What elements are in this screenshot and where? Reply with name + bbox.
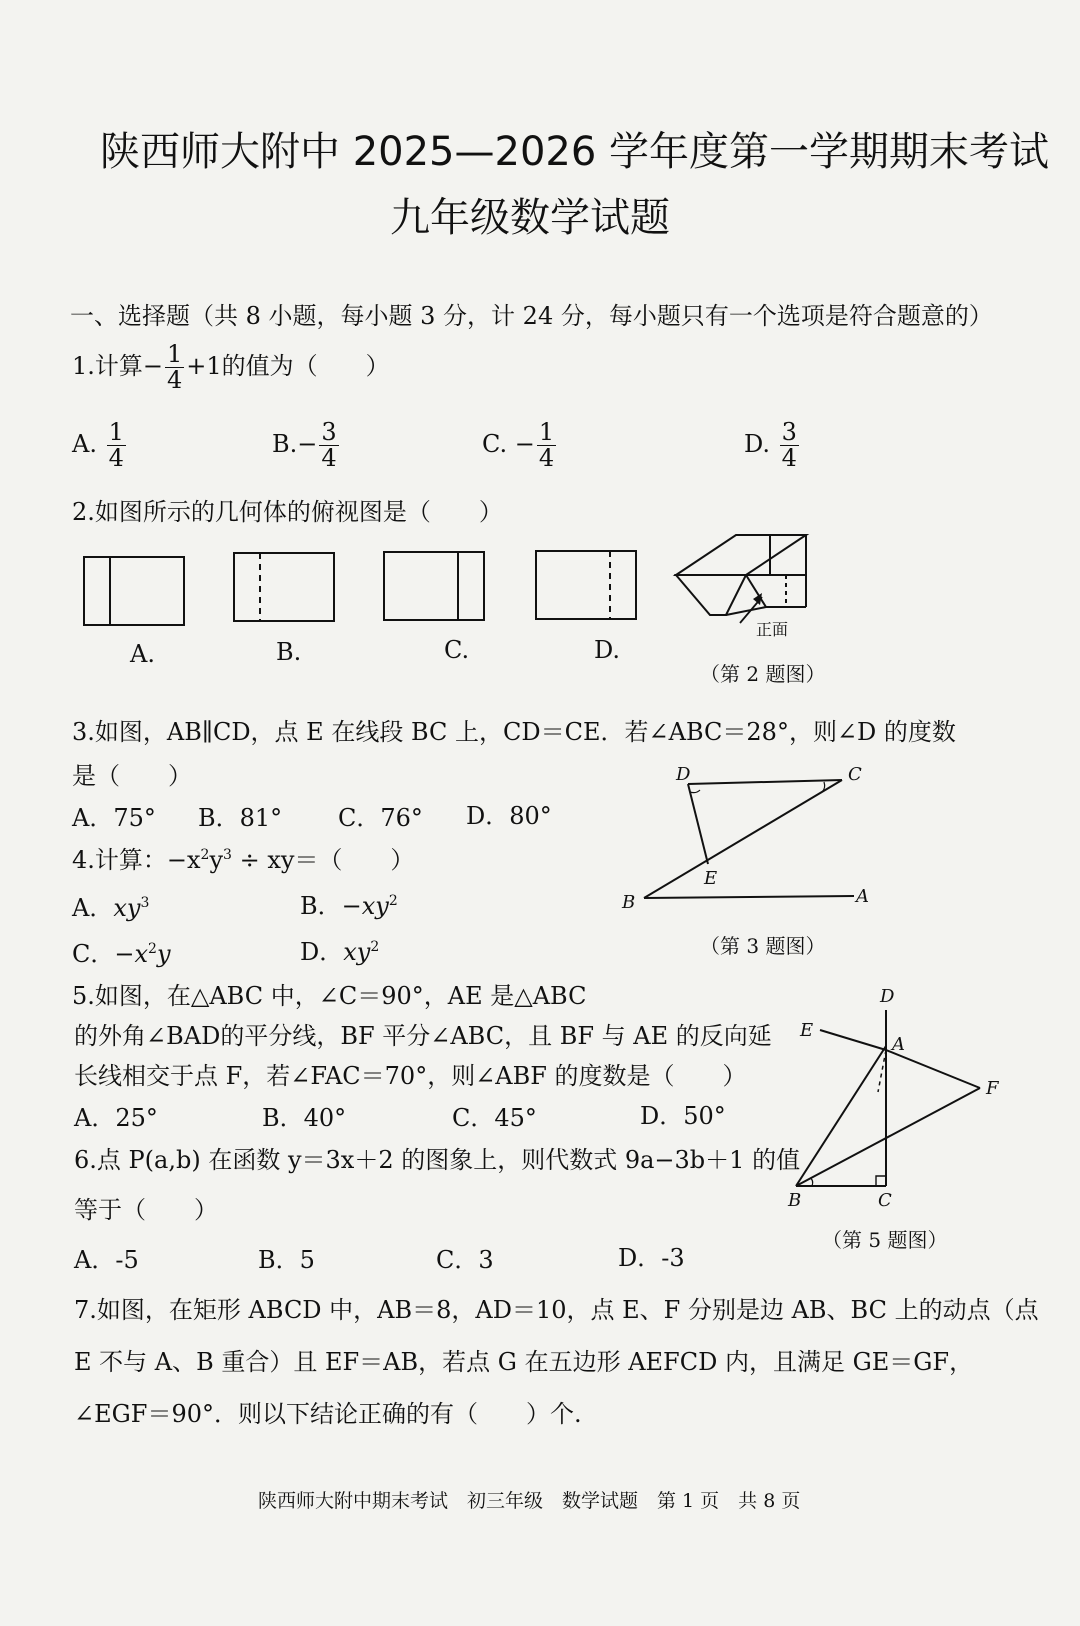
question-6-option-d: D．-3 [618,1244,685,1272]
question-2-caption: （第 2 题图） [700,662,826,686]
segment-bc [644,780,842,898]
option-a-rectangle [84,557,184,625]
point-c-label: C [848,764,862,785]
question-5-line3: 长线相交于点 F，若∠FAC＝70°，则∠ABF 的度数是（ ） [74,1062,747,1090]
question-5-option-d: D．50° [640,1102,726,1130]
question-7-line3: ∠EGF＝90°．则以下结论正确的有（ ）个. [74,1400,582,1428]
question-3-caption: （第 3 题图） [700,934,826,958]
prism-solid [676,535,806,615]
question-3-stem-line2: 是（ ） [72,762,192,790]
point-f-label: F [986,1078,999,1099]
point-e-label: E [800,1020,814,1041]
point-c-label: C [878,1190,892,1211]
question-2-option-b-label: B. [276,638,302,666]
option-b-rectangle [234,553,334,621]
question-5-caption: （第 5 题图） [822,1228,948,1252]
question-3-option-c: C．76° [338,804,423,832]
point-a-label: A [892,1034,905,1055]
segment-af [886,1050,980,1088]
question-6-option-b: B．5 [258,1246,315,1274]
question-4-option-d: D．$xy^2$ [300,938,380,966]
question-4-option-c: C．$-x^2y$ [72,940,171,968]
question-3-option-d: D．80° [466,802,552,830]
question-1-option-a: A. $\frac{1}{4}$ [72,418,124,473]
point-e-label: E [704,868,718,889]
point-b-label: B [788,1190,802,1211]
question-2-option-a-label: A. [130,640,155,668]
segment-dc [688,780,842,784]
question-3-option-b: B．81° [198,804,283,832]
question-7-line2: E 不与 A、B 重合）且 EF＝AB，若点 G 在五边形 AEFCD 内，且满足 GE＝GF， [74,1348,974,1376]
question-6-option-a: A．-5 [74,1246,139,1274]
segment-ba [644,896,854,898]
section-heading: 一、选择题（共 8 小题，每小题 3 分，计 24 分，每小题只有一个选项是符合题意的） [70,302,993,330]
option-d-rectangle [536,551,636,619]
question-2-option-d-label: D. [594,636,621,664]
question-4-option-a: A．$xy^3$ [72,894,150,922]
page-footer: 陕西师大附中期末考试 初三年级 数学试题 第 1 页 共 8 页 [258,1490,801,1512]
point-d-label: D [880,986,895,1007]
question-1-option-d: D. $\frac{3}{4}$ [744,418,797,473]
point-b-label: B [622,892,636,913]
right-angle-mark [876,1176,886,1186]
question-4-stem: 4.计算：$-x^2y^3 \div xy=$（ ） [72,846,415,874]
question-3-option-a: A．75° [72,804,156,832]
question-1-option-c: C. − $\frac{1}{4}$ [482,418,555,473]
point-a-label: A [856,886,869,907]
segment-ea [820,1030,886,1050]
question-4-option-b: B．$-xy^2$ [300,892,398,920]
fraction: $\frac{1}{4}$ [167,340,183,395]
point-d-label: D [676,764,691,785]
question-5-option-b: B．40° [262,1104,347,1132]
question-1-stem: 1.计算− $\frac{1}{4}$ +1的值为（ ） [72,340,390,395]
segment-ba [796,1046,886,1186]
angle-mark-d [690,790,700,793]
question-3-figure [610,760,880,920]
question-6-option-c: C．3 [436,1246,494,1274]
question-6-line1: 6.点 P(a,b) 在函数 y＝3x＋2 的图象上，则代数式 9a−3b＋1 的值 [74,1146,801,1174]
question-5-figure [780,980,1020,1220]
exam-title: 陕西师大附中 2025—2026 学年度第一学期期末考试 [100,129,1050,175]
question-5-option-a: A．25° [74,1104,158,1132]
question-5-option-c: C．45° [452,1104,537,1132]
exam-subtitle: 九年级数学试题 [390,195,670,241]
option-c-rectangle [384,552,484,620]
segment-de [688,784,708,864]
question-2-option-c-label: C. [444,636,470,664]
question-2-stem: 2.如图所示的几何体的俯视图是（ ） [72,498,503,526]
question-5-line1: 5.如图，在△ABC 中，∠C＝90°，AE 是△ABC [72,982,587,1010]
question-3-stem-line1: 3.如图，AB∥CD，点 E 在线段 BC 上，CD＝CE．若∠ABC＝28°，则∠D 的度数 [72,718,956,746]
question-1-option-b: B.− $\frac{3}{4}$ [272,418,337,473]
front-label: 正面 [756,620,789,639]
question-5-line2: 的外角∠BAD的平分线，BF 平分∠ABC，且 BF 与 AE 的反向延 [74,1022,772,1050]
question-7-line1: 7.如图，在矩形 ABCD 中，AB＝8，AD＝10，点 E、F 分别是边 AB、BC 上的动点（点 [74,1296,1039,1324]
question-6-line2: 等于（ ） [74,1196,218,1224]
segment-bf [796,1088,980,1186]
